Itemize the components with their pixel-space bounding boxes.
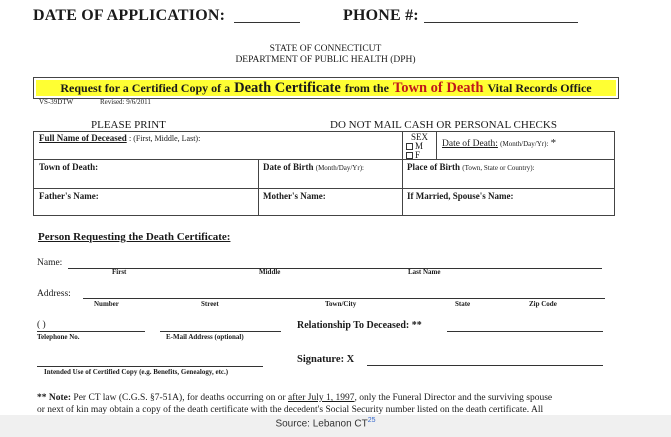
full-name-label: Full Name of Deceased (39, 133, 127, 143)
department-heading: DEPARTMENT OF PUBLIC HEALTH (DPH) (235, 55, 416, 65)
deceased-info-grid (33, 131, 615, 216)
no-cash-label: DO NOT MAIL CASH OR PERSONAL CHECKS (330, 119, 557, 131)
date-of-death-label: Date of Death: (442, 139, 498, 149)
relationship-label: Relationship To Deceased: ** (297, 320, 422, 331)
phone-label: PHONE #: (343, 7, 419, 24)
intended-use-caption: Intended Use of Certified Copy (e.g. Benefits, Genealogy, etc.) (44, 368, 229, 376)
date-of-death-field[interactable] (442, 137, 556, 149)
note-line-2: or next of kin may obtain a copy of the death certificate with the decedent's Social Security number listed on the death certificate. All (37, 405, 544, 415)
sex-label: SEX (411, 132, 429, 142)
last-name-caption: Last Name (408, 268, 441, 276)
date-of-application-label: DATE OF APPLICATION: (33, 7, 226, 24)
town-of-death-field[interactable]: Town of Death: (39, 162, 99, 172)
required-asterisk: * (550, 137, 557, 149)
banner-text-2: Death Certificate (234, 79, 341, 96)
signature-label: Signature: X (297, 354, 355, 365)
mothers-name-field[interactable]: Mother's Name: (263, 191, 326, 201)
first-name-caption: First (112, 268, 127, 276)
number-caption: Number (94, 300, 119, 308)
phone-area-code: ( ) (37, 320, 46, 330)
requester-section-heading: Person Requesting the Death Certificate: (38, 231, 231, 243)
address-label: Address: (37, 289, 71, 299)
email-caption: E-Mail Address (optional) (166, 333, 244, 341)
full-name-field[interactable] (39, 133, 200, 143)
intended-use-field[interactable] (37, 366, 263, 367)
date-of-death-hint: (Month/Day/Yr): (500, 140, 549, 148)
fathers-name-field[interactable]: Father's Name: (39, 191, 99, 201)
source-caption: Source: Lebanon CT$^{25}$ (275, 417, 376, 430)
footnote-link[interactable]: 25 (367, 417, 376, 424)
banner-text-5: Vital Records Office (487, 80, 592, 95)
town-city-caption: Town/City (325, 300, 357, 308)
zip-caption: Zip Code (529, 300, 557, 308)
form-number: VS-39DTW (39, 98, 74, 106)
state-caption: State (455, 300, 471, 308)
date-of-birth-field[interactable]: Date of Birth (Month/Day/Yr): (263, 162, 364, 172)
note-line-1: ** Note: Per CT law (C.G.S. §7-51A), for deaths occurring on or after July 1, 1997, only the Funeral Director and the surviving spouse (37, 393, 553, 403)
request-banner (33, 77, 619, 99)
date-of-application-field[interactable] (234, 22, 300, 23)
full-name-hint: : (First, Middle, Last): (128, 134, 201, 143)
banner-text-1: Request for a Certified Copy of a (60, 80, 231, 95)
street-caption: Street (201, 300, 219, 308)
revised-date: Revised: 9/6/2011 (100, 98, 151, 106)
please-print-label: PLEASE PRINT (91, 119, 166, 131)
email-field[interactable] (160, 331, 281, 332)
place-of-birth-field[interactable]: Place of Birth (Town, State or Country): (407, 162, 535, 172)
state-heading: STATE OF CONNECTICUT (269, 44, 382, 54)
name-field[interactable] (68, 268, 602, 269)
relationship-field[interactable] (447, 331, 603, 332)
name-label: Name: (37, 258, 63, 268)
female-checkbox[interactable] (406, 152, 413, 159)
phone-field[interactable] (424, 22, 578, 23)
banner-text-3: from the (344, 80, 389, 95)
spouse-name-field[interactable]: If Married, Spouse's Name: (407, 191, 514, 201)
requester-phone-field[interactable] (37, 331, 145, 332)
signature-field[interactable] (367, 365, 603, 366)
sex-male-option[interactable]: M (406, 141, 423, 151)
banner-text-4: Town of Death (392, 79, 484, 96)
telephone-caption: Telephone No. (37, 333, 80, 341)
sex-female-option[interactable]: F (406, 150, 420, 160)
middle-name-caption: Middle (259, 268, 281, 276)
address-field[interactable] (83, 298, 605, 299)
